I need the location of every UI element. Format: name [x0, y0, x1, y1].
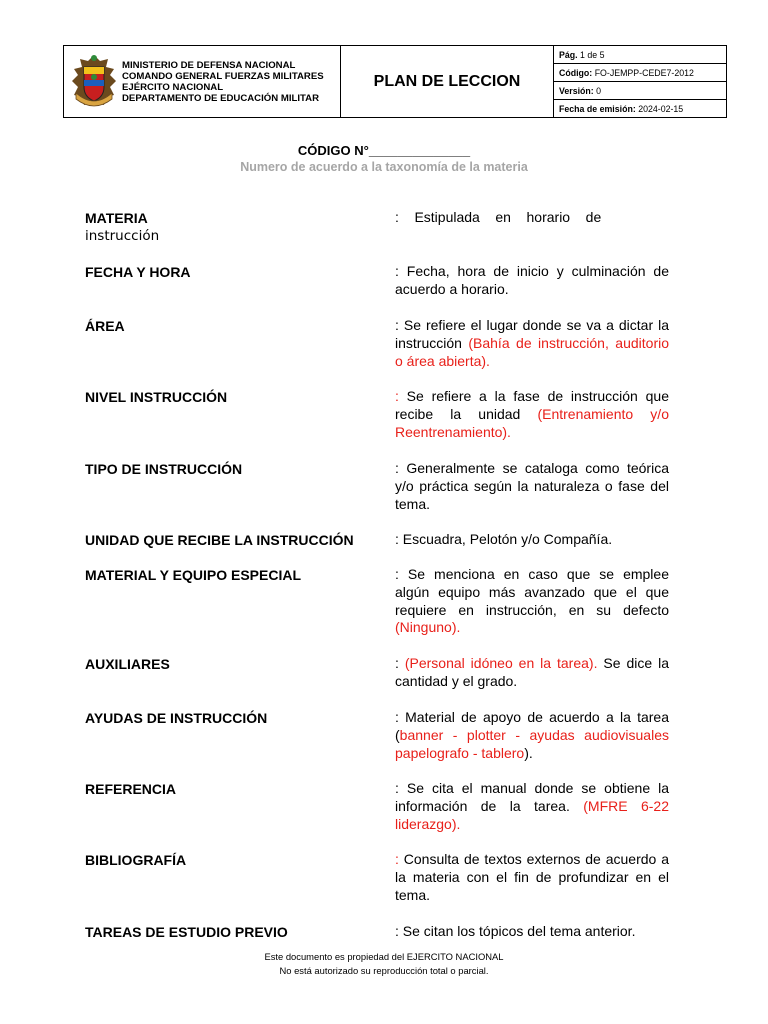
org-line: DEPARTAMENTO DE EDUCACIÓN MILITAR — [122, 92, 320, 104]
field-label: ÁREA — [85, 318, 125, 334]
org-line: COMANDO GENERAL FUERZAS MILITARES — [122, 70, 324, 82]
field-label: TIPO DE INSTRUCCIÓN — [85, 461, 243, 477]
field-label: AYUDAS DE INSTRUCCIÓN — [85, 710, 268, 726]
description-text: : Escuadra, Pelotón y/o Compañía. — [395, 531, 613, 547]
field-description — [395, 780, 669, 833]
description-text: ). — [524, 744, 533, 761]
footer-ownership: Este documento es propiedad del EJERCITO NACIONAL — [264, 951, 504, 962]
highlighted-text: banner - plotter - ayudas audiovisuales papelografo - tablero — [395, 726, 669, 761]
description-text: : Se cita el manual donde se obtiene la información de la tarea. — [395, 780, 669, 814]
code-label: CÓDIGO N°______________ — [297, 143, 471, 158]
meta-code: Código: FO-JEMPP-CEDE7-2012 — [554, 64, 727, 82]
org-line: EJÉRCITO NACIONAL — [122, 81, 224, 93]
description-text: : — [395, 655, 405, 671]
field-label: BIBLIOGRAFÍA — [85, 852, 187, 868]
meta-version: Versión: 0 — [554, 82, 727, 100]
field-description — [395, 317, 669, 370]
document-header — [63, 45, 727, 118]
highlighted-text: (Entrenamiento y/o Reentrenamiento). — [395, 405, 669, 440]
highlighted-text: (Bahía de instrucción, auditorio o área abierta). — [395, 334, 669, 369]
description-text: : Se menciona en caso que se emplee algún equipo más avanzado que el que requiere en instrucción, en su defecto — [395, 566, 669, 618]
description-text: : Estipulada en horario de — [395, 209, 602, 225]
army-crest-icon — [70, 53, 118, 111]
field-label: MATERIAL Y EQUIPO ESPECIAL — [85, 567, 302, 583]
highlighted-text: (Ninguno). — [395, 619, 461, 636]
field-label-continuation: instrucción — [85, 228, 160, 244]
field-description — [395, 655, 669, 691]
field-label: AUXILIARES — [85, 656, 170, 672]
organization-cell — [64, 46, 341, 118]
field-description — [395, 263, 669, 299]
field-description — [395, 209, 669, 227]
description-text: : Se refiere el lugar donde se va a dictar la instrucción — [395, 317, 669, 351]
field-label: REFERENCIA — [85, 781, 177, 797]
meta-issue-date: Fecha de emisión: 2024-02-15 — [554, 100, 727, 118]
description-text: : Material de apoyo de acuerdo a la tarea ( — [395, 709, 669, 743]
highlighted-text: (Personal idóneo en la tarea). — [404, 655, 598, 671]
description-text: : Fecha, hora de inicio y culminación de acuerdo a horario. — [395, 263, 669, 297]
code-subtitle: Numero de acuerdo a la taxonomía de la materia — [240, 160, 528, 174]
meta-page: Pág. 1 de 5 — [554, 46, 727, 64]
description-text: Se refiere a la fase de instrucción que recibe la unidad — [395, 388, 669, 422]
document-title: PLAN DE LECCION — [341, 46, 554, 118]
org-line: MINISTERIO DE DEFENSA NACIONAL — [122, 59, 296, 71]
field-label: TAREAS DE ESTUDIO PREVIO — [85, 924, 288, 940]
description-text: : Generalmente se cataloga como teórica y/o práctica según la naturaleza o fase del tema. — [395, 460, 669, 512]
field-description — [395, 460, 669, 513]
footer-reproduction: No está autorizado su reproducción total o parcial. — [279, 965, 489, 976]
field-description — [395, 923, 669, 941]
description-text: Consulta de textos externos de acuerdo a la materia con el fin de profundizar en el tema. — [395, 851, 669, 903]
field-label: FECHA Y HORA — [85, 264, 191, 280]
field-label: UNIDAD QUE RECIBE LA INSTRUCCIÓN — [85, 532, 354, 548]
field-label: MATERIA — [85, 210, 148, 226]
highlighted-text: : — [395, 388, 399, 404]
field-description — [395, 388, 669, 441]
field-label: NIVEL INSTRUCCIÓN — [85, 389, 228, 405]
field-description — [395, 709, 669, 762]
highlighted-text: (MFRE 6-22 liderazgo). — [395, 797, 669, 832]
field-description — [395, 851, 669, 904]
description-text: Se dice la cantidad y el grado. — [395, 655, 670, 689]
highlighted-text: : — [395, 851, 399, 867]
description-text: : Se citan los tópicos del tema anterior. — [395, 923, 636, 939]
field-description — [395, 531, 669, 549]
field-description — [395, 566, 669, 637]
